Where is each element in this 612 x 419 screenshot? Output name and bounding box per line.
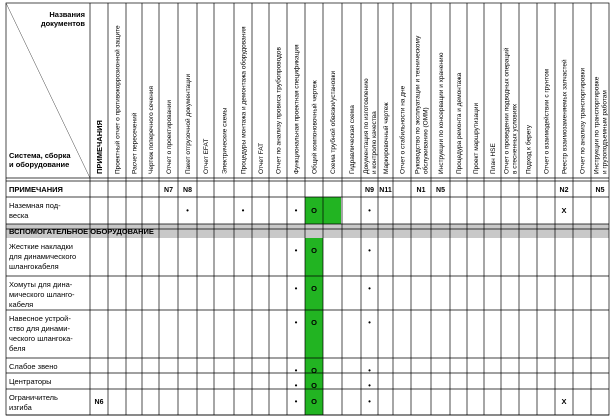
row-label: Центраторы bbox=[9, 377, 52, 386]
column-header-16: Маркировочный чертеж bbox=[383, 102, 390, 174]
column-header-10: Отчет по анализу провиса трубопроводов bbox=[275, 47, 283, 174]
column-header-28: и грузоподъемным работам bbox=[601, 90, 609, 174]
row-label: Наземная под- bbox=[9, 201, 61, 210]
required-mark: O bbox=[311, 318, 317, 327]
bullet-mark: • bbox=[241, 206, 245, 215]
cross-mark: X bbox=[561, 206, 567, 215]
required-mark: O bbox=[311, 284, 317, 293]
column-header-13: Схема трубной обвязки/установки bbox=[330, 70, 337, 174]
bullet-mark: • bbox=[368, 318, 371, 327]
column-header-14: Гидравлическая схема bbox=[349, 105, 356, 174]
column-header-7: Электрические схемы bbox=[221, 107, 229, 174]
documents-header-label: документов bbox=[40, 19, 85, 28]
system-header-label: Система, сборка bbox=[9, 151, 71, 160]
note-reference: N1 bbox=[416, 187, 426, 194]
notes-column-header: ПРИМЕЧАНИЯ bbox=[95, 120, 104, 174]
required-mark: O bbox=[311, 397, 317, 406]
column-header-23: Отчет о проведении подводных операций bbox=[503, 47, 511, 174]
system-header-label: и оборудование bbox=[9, 160, 70, 169]
column-header-17: Отчет о стабильности на дне bbox=[399, 85, 407, 174]
row-label: Навесное устрой- bbox=[9, 314, 71, 323]
note-reference: N2 bbox=[559, 187, 569, 194]
bullet-mark: • bbox=[294, 366, 298, 375]
column-header-24: Подход к берегу bbox=[525, 125, 533, 174]
bullet-mark: • bbox=[294, 381, 298, 390]
row-label: мического шланго- bbox=[9, 290, 75, 299]
bullet-mark: • bbox=[368, 246, 371, 255]
column-header-4: Отчет о проектировании bbox=[166, 100, 173, 174]
column-header-3: Чертеж поперечного сечения bbox=[148, 86, 155, 174]
required-mark: O bbox=[311, 366, 317, 375]
documents-header-label: Названия bbox=[49, 10, 85, 19]
bullet-mark: • bbox=[294, 206, 298, 215]
column-header-8: Процедуры монтажа и демонтажа оборудования bbox=[240, 26, 248, 174]
column-header-12: Общий компоновочный чертеж bbox=[311, 80, 319, 174]
required-mark: O bbox=[311, 381, 317, 390]
row-label: беля bbox=[9, 344, 26, 353]
row-label: Хомуты для дина- bbox=[9, 280, 73, 289]
bullet-mark: • bbox=[368, 284, 371, 293]
column-header-22: План HSE bbox=[490, 143, 497, 174]
row-note-reference: N6 bbox=[94, 399, 104, 406]
column-header-25: Отчет о взаимодействии с грунтом bbox=[543, 68, 551, 174]
required-mark: O bbox=[311, 246, 317, 255]
bullet-mark: • bbox=[294, 246, 298, 255]
row-label: веска bbox=[9, 211, 29, 220]
notes-row-label: ПРИМЕЧАНИЯ bbox=[9, 185, 63, 194]
row-label: ческого шлангока- bbox=[9, 334, 73, 343]
note-reference: N5 bbox=[436, 187, 445, 194]
note-reference: N7 bbox=[164, 187, 173, 194]
column-header-9: Отчет FAT bbox=[258, 142, 265, 174]
column-header-18: обслуживанию (ОММ) bbox=[422, 107, 430, 174]
column-header-11: Функциональная проектная спецификация bbox=[293, 44, 301, 174]
cross-mark: X bbox=[561, 397, 567, 406]
column-header-21: Проект маршрутизации bbox=[473, 102, 480, 174]
column-header-6: Отчет EFAT bbox=[203, 138, 210, 174]
highlight-cell bbox=[323, 197, 341, 224]
bullet-mark: • bbox=[294, 318, 298, 327]
column-header-26: Реестр взаимозаменяемых запчастей bbox=[561, 59, 569, 174]
bullet-mark: • bbox=[294, 397, 298, 406]
required-mark: O bbox=[311, 206, 317, 215]
row-label: шлангокабеля bbox=[9, 262, 59, 271]
bullet-mark: • bbox=[368, 206, 371, 215]
column-header-20: Процедура ремонта и демонтажа bbox=[456, 72, 463, 174]
column-header-15: Документация по изготовлению bbox=[363, 78, 370, 174]
column-header-1: Проектный отчет о противокоррозионной защите bbox=[114, 25, 122, 174]
column-header-28: Инструкции по транспортировке bbox=[593, 76, 601, 174]
column-header-27: Отчет по анализу транспортировки bbox=[579, 67, 587, 174]
row-label: кабеля bbox=[9, 300, 34, 309]
column-header-19: Инструкции по консервации и хранению bbox=[438, 52, 445, 174]
column-header-2: Расчет пересечений bbox=[131, 112, 139, 174]
row-label: Жесткие накладки bbox=[9, 242, 73, 251]
note-reference: N9 bbox=[365, 187, 374, 194]
bullet-mark: • bbox=[368, 397, 371, 406]
column-header-5: Пакет отгрузочной документации bbox=[185, 73, 192, 174]
note-reference: N11 bbox=[379, 187, 392, 194]
section-title: ВСПОМОГАТЕЛЬНОЕ ОБОРУДОВАНИЕ bbox=[9, 227, 154, 236]
row-label: для динамического bbox=[9, 252, 77, 261]
row-label: Слабое звено bbox=[9, 362, 58, 371]
bullet-mark: • bbox=[368, 381, 371, 390]
column-header-18: Руководство по эксплуатации и техническому bbox=[414, 35, 422, 174]
bullet-mark: • bbox=[186, 206, 189, 215]
column-header-15: и контролю качества bbox=[371, 111, 378, 174]
row-label: изгиба bbox=[9, 403, 32, 412]
row-label: ство для динами- bbox=[9, 324, 70, 333]
row-label: Ограничитель bbox=[9, 393, 58, 402]
bullet-mark: • bbox=[368, 366, 371, 375]
note-reference: N5 bbox=[595, 187, 605, 194]
note-reference: N8 bbox=[183, 187, 192, 194]
column-header-23: в стесненных условиях bbox=[511, 103, 519, 174]
bullet-mark: • bbox=[294, 284, 298, 293]
